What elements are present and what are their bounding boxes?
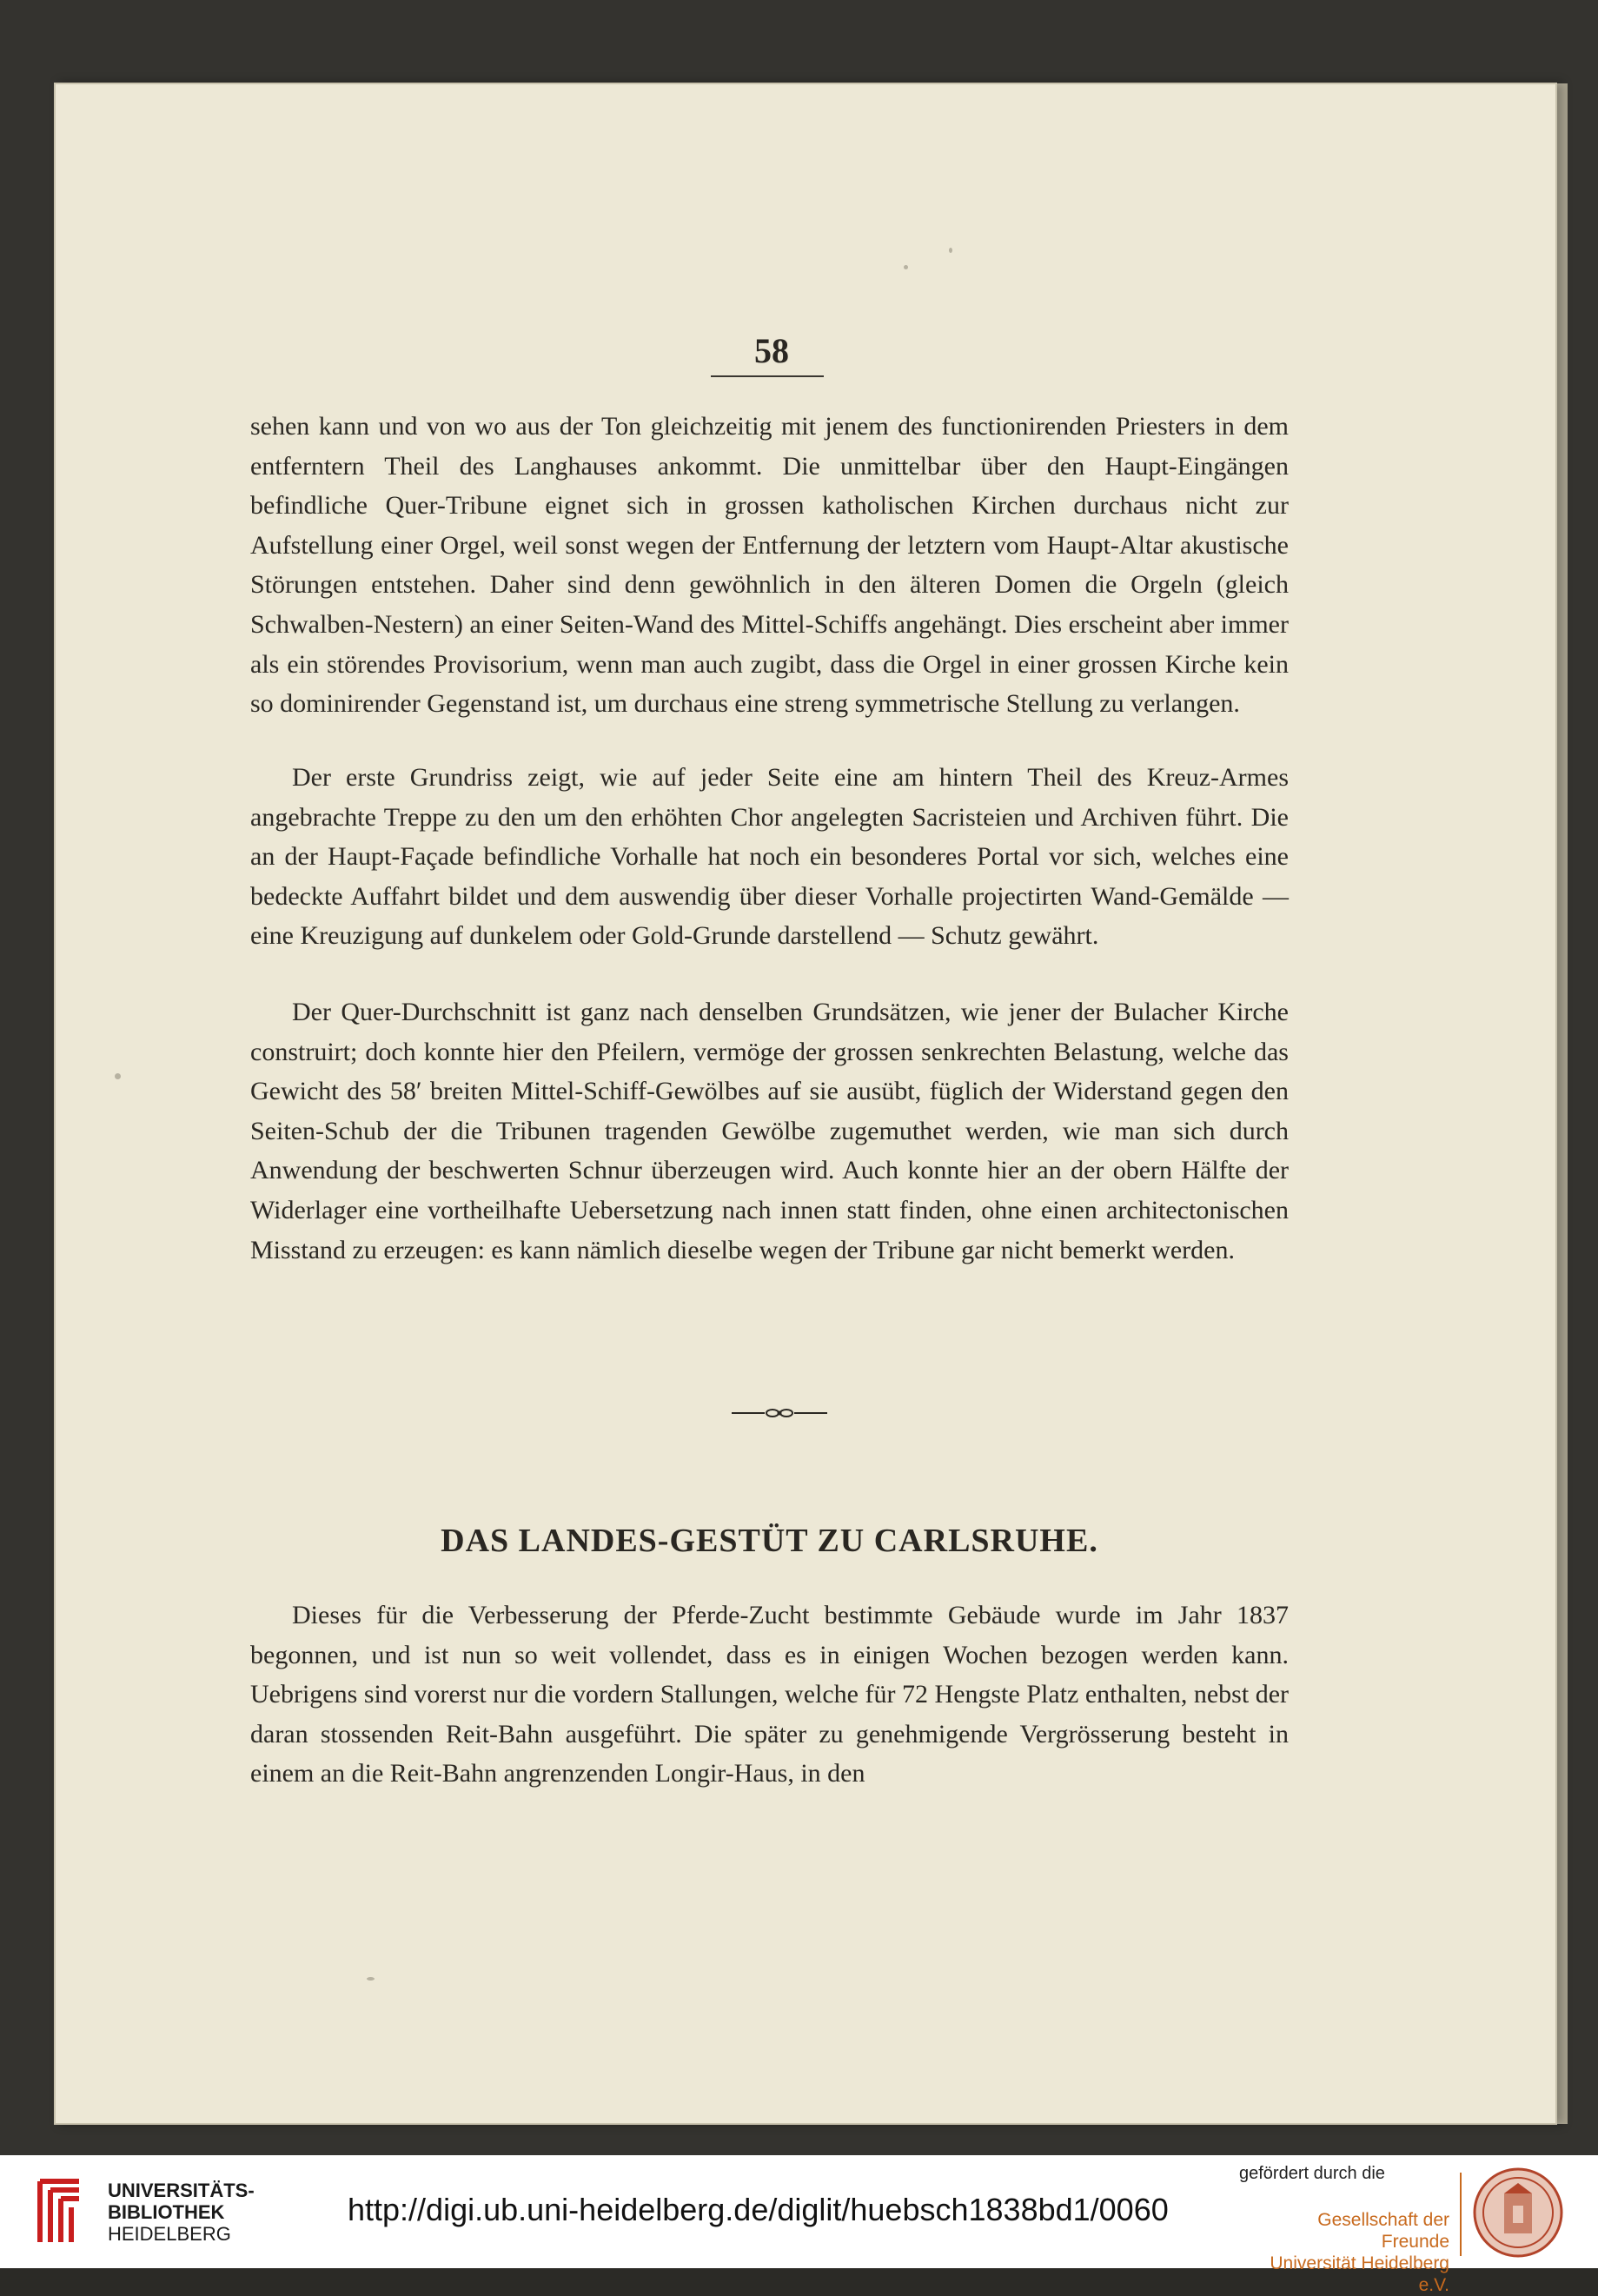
section-heading: DAS LANDES-GESTÜT ZU CARLSRUHE. [441,1523,1098,1559]
dust-speck [115,1073,121,1079]
permalink-url[interactable]: http://digi.ub.uni-heidelberg.de/diglit/huebsch1838bd1/0060 [348,2192,1169,2227]
ornament-divider-icon [732,1404,827,1422]
body-text-top [250,407,1289,724]
dust-speck [367,1977,375,1981]
library-line: UNIVERSITÄTS- [108,2180,255,2201]
dust-speck [949,248,952,253]
paragraph-3: Der Quer-Durchschnitt ist ganz nach denselben Grundsätzen, wie jener der Bulacher Kirche construirt; doch konnte hier den Pfeilern, vermöge der grossen senkrechten Belastung, welche das Gewicht des 58′ breiten Mittel-Schiff-Gewölbes auf sie ausübt, füglich der Widerstand gegen den Seiten-Schub der die Tribunen tragenden Gewölbe zugemuthet werden, wie man sich durch Anwendung der beschwerten Schnur überzeugen wird. Auch konnte hier an der obern Hälfte der Widerlager eine vortheilhafte Uebersetzung nach innen statt finden, ohne einen architectonischen Misstand zu erzeugen: es kann nämlich dieselbe wegen der Tribune gar nicht bemerkt werden. [250,998,1289,1264]
sponsor-name[interactable] [1248,2209,1449,2296]
library-line: HEIDELBERG [108,2223,231,2245]
body-text-lower [250,992,1289,1270]
page-number-underline [711,375,824,377]
sponsor-line: Universität Heidelberg e.V. [1270,2253,1449,2295]
sponsor-label: gefördert durch die [1239,2164,1385,2183]
ub-heidelberg-logo-icon[interactable] [31,2177,92,2246]
footer-bar [0,2155,1598,2295]
body-text-middle [250,758,1289,956]
sponsor-line: Gesellschaft der Freunde [1317,2210,1449,2252]
library-name[interactable] [108,2180,255,2245]
university-seal-icon [1473,2167,1563,2258]
paragraph-2: Der erste Grundriss zeigt, wie auf jeder Seite eine am hintern Theil des Kreuz-Armes angebrachte Treppe zu den um den erhöhten Chor angelegten Sacristeien und Archiven führt. Die an der Haupt-Façade befindliche Vorhalle hat noch ein besonderes Portal vor sich, welches eine bedeckte Auffahrt bildet und dem auswendig über dieser Vorhalle projectirten Wand-Gemälde — eine Kreuzigung auf dunkelem oder Gold-Grunde darstellend — Schutz gewährt. [250,763,1289,951]
library-line: BIBLIOTHEK [108,2201,225,2223]
dust-speck [904,265,908,269]
paragraph-1: sehen kann und von wo aus der Ton gleichzeitig mit jenem des functionirenden Priesters in dem entferntern Theil des Langhauses ankommt. Die unmittelbar über den Haupt-Eingängen befindliche Quer-Tribune eignet sich in grossen katholischen Kirchen durchaus nicht zur Aufstellung einer Orgel, weil sonst wegen der Entfernung der letztern vom Haupt-Altar akustische Störungen entstehen. Daher sind denn gewöhnlich in den älteren Domen die Orgeln (gleich Schwalben-Nestern) an einer Seiten-Wand des Mittel-Schiffs angehängt. Dies erscheint aber immer als ein störendes Provisorium, wenn man auch zugibt, dass die Orgel in einer grossen Kirche kein so dominirender Gegenstand ist, um durchaus eine streng symmetrische Stellung zu verlangen. [250,412,1289,719]
paragraph-4: Dieses für die Verbesserung der Pferde-Zucht bestimmte Gebäude wurde im Jahr 1837 begonnen, und ist nun so weit vollendet, dass es in einigen Wochen bezogen werden kann. Uebrigens sind vorerst nur die vordern Stallungen, welche für 72 Hengste Platz enthalten, nebst der daran stossenden Reit-Bahn ausgeführt. Die später zu genehmigende Vergrösserung besteht in einem an die Reit-Bahn angrenzenden Longir-Haus, in den [250,1601,1289,1788]
body-text-bottom [250,1596,1289,1794]
sponsor-separator [1460,2173,1462,2256]
page-number: 58 [754,331,789,370]
